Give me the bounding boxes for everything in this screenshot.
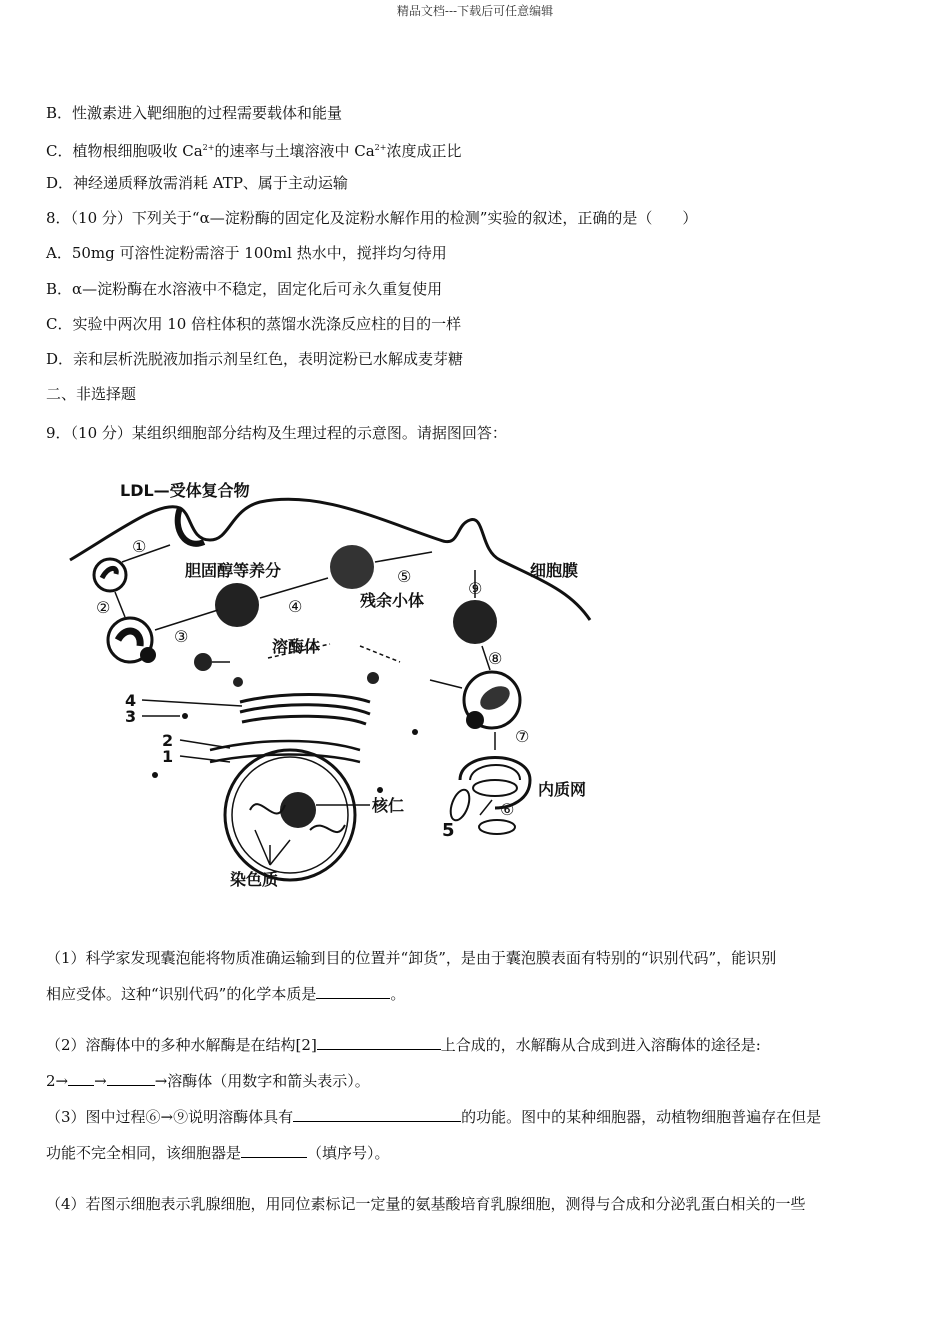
lysosome-mid-left <box>233 677 243 687</box>
cell-membrane-curve <box>70 499 590 620</box>
label-step-9: ⑨ <box>468 579 483 598</box>
er-cup-inner <box>470 765 520 780</box>
arrow-2 <box>115 592 125 617</box>
label-step-7: ⑦ <box>515 727 530 746</box>
page-header: 精品文档---下载后可任意编辑 <box>396 4 554 18</box>
label-step-2: ② <box>96 598 111 617</box>
label-step-5: ⑤ <box>397 567 412 586</box>
label-struct-1: 1 <box>162 747 174 766</box>
q9-p2-text-1: （2）溶酶体中的多种水解酶是在结构[2] <box>46 1036 317 1054</box>
label-step-1: ① <box>132 537 147 556</box>
label-step-4: ④ <box>288 597 303 616</box>
q9-part-2 <box>46 1027 902 1099</box>
label-nucleolus: 核仁 <box>372 796 405 815</box>
label-membrane: 细胞膜 <box>530 561 579 580</box>
q9-part-4: （4）若图示细胞表示乳腺细胞，用同位素标记一定量的氨基酸培育乳腺细胞，测得与合成和分泌乳蛋白相关的一些 <box>46 1195 806 1213</box>
q9-p2-path-start: 2→ <box>46 1072 69 1090</box>
q7-c-sup-1: 2+ <box>202 143 215 152</box>
digested-body <box>215 583 259 627</box>
nucleolus <box>280 792 316 828</box>
q9-p2-path-end: →溶酶体（用数字和箭头表示）。 <box>154 1072 370 1090</box>
q9-p2-arrow: → <box>94 1072 107 1090</box>
pointer-chromatin <box>255 830 290 865</box>
lysosome-mid-right <box>367 672 379 684</box>
q7-c-sup-2: 2+ <box>374 143 387 152</box>
label-ldl: LDL—受体复合物 <box>120 481 250 500</box>
label-struct-2: 2 <box>162 731 174 750</box>
golgi-2 <box>240 705 370 714</box>
q7-option-d: D．神经递质释放需消耗 ATP、属于主动运输 <box>46 174 348 192</box>
arrow-lysosome-in <box>430 680 462 688</box>
ribosome-2 <box>412 729 418 735</box>
chromatin-strand-2 <box>310 825 345 832</box>
answer-blank-4[interactable] <box>107 1069 155 1086</box>
label-lysosome: 溶酶体 <box>272 637 321 656</box>
fusing-lysosome-right <box>466 711 484 729</box>
mitochondrion-inside <box>473 780 517 796</box>
q7-option-c <box>46 138 461 161</box>
q7-c-text-2: 的速率与土壤溶液中 Ca <box>214 142 375 160</box>
pointer-2 <box>180 740 230 748</box>
label-step-8: ⑧ <box>488 649 503 668</box>
label-struct-3: 3 <box>125 707 137 726</box>
arrow-6 <box>480 800 492 815</box>
q9-p1-line2: 相应受体。这种“识别代码”的化学本质是 <box>46 985 317 1003</box>
rough-er-1 <box>210 741 360 750</box>
arrow-4 <box>260 578 328 598</box>
lysosome-pointer-right <box>360 646 400 662</box>
mitochondrion-6 <box>479 820 515 834</box>
residual-body-right <box>453 600 497 644</box>
section-title: 二、非选择题 <box>46 385 137 403</box>
q9-p3-text-3: 功能不完全相同，该细胞器是 <box>46 1144 242 1162</box>
q9-p3-text-2: 的功能。图中的某种细胞器，动植物细胞普遍存在但是 <box>461 1108 822 1126</box>
ribosome-3 <box>377 787 383 793</box>
ribosome-4 <box>182 713 188 719</box>
answer-blank-2[interactable] <box>317 1033 441 1050</box>
mitochondrion-5 <box>447 787 473 823</box>
q8-option-b: B．α—淀粉酶在水溶液中不稳定，固定化后可永久重复使用 <box>46 280 443 298</box>
q7-c-text-3: 浓度成正比 <box>386 142 462 160</box>
golgi-3 <box>242 716 366 724</box>
endocytic-vesicle <box>94 559 126 591</box>
label-step-6: ⑥ <box>500 800 515 819</box>
residual-body-top <box>330 545 374 589</box>
answer-blank-5[interactable] <box>293 1105 461 1122</box>
q9-p2-text-2: 上合成的，水解酶从合成到进入溶酶体的途径是: <box>440 1036 761 1054</box>
q9-p3-text-4: （填序号）。 <box>307 1144 390 1162</box>
label-residual-body: 残余小体 <box>360 591 425 610</box>
q9-p1-line1: （1）科学家发现囊泡能将物质准确运输到目的位置并“卸货”，是由于囊泡膜表面有特别的“识别代码”，能识别 <box>46 949 777 967</box>
lysosome-left <box>194 653 212 671</box>
q9-p1-end: 。 <box>390 985 406 1003</box>
cell-diagram <box>60 470 640 900</box>
ribosome-1 <box>152 772 158 778</box>
label-struct-4: 4 <box>125 691 137 710</box>
label-er: 内质网 <box>538 780 587 799</box>
label-struct-5: 5 <box>442 820 455 841</box>
rough-er-2 <box>210 755 360 763</box>
chromatin-strand-1 <box>250 804 285 813</box>
golgi-1 <box>240 695 370 703</box>
answer-blank-6[interactable] <box>241 1141 307 1158</box>
answer-blank-1[interactable] <box>316 982 390 999</box>
q8-stem: 8．（10 分）下列关于“α—淀粉酶的固定化及淀粉水解作用的检测”实验的叙述，正确的是（ ） <box>46 209 698 227</box>
q7-c-text-1: C．植物根细胞吸收 Ca <box>46 142 203 160</box>
q9-part-3 <box>46 1099 902 1171</box>
q8-option-c: C．实验中两次用 10 倍柱体积的蒸馏水洗涤反应柱的目的一样 <box>46 315 462 333</box>
label-step-3: ③ <box>174 627 189 646</box>
q9-stem: 9．（10 分）某组织细胞部分结构及生理过程的示意图。请据图回答： <box>46 424 507 442</box>
fusing-lysosome-left <box>140 647 156 663</box>
q8-option-d: D．亲和层析洗脱液加指示剂呈红色，表明淀粉已水解成麦芽糖 <box>46 350 464 368</box>
pointer-4 <box>142 700 242 706</box>
answer-blank-3[interactable] <box>68 1069 94 1086</box>
q8-option-a: A．50mg 可溶性淀粉需溶于 100ml 热水中，搅拌均匀待用 <box>46 244 447 262</box>
q9-p3-text-1: （3）图中过程⑥→⑨说明溶酶体具有 <box>46 1108 294 1126</box>
label-cholesterol: 胆固醇等养分 <box>185 561 282 580</box>
q9-part-1 <box>46 940 902 1012</box>
label-chromatin: 染色质 <box>230 870 279 889</box>
arrow-5 <box>375 552 432 562</box>
q7-option-b: B．性激素进入靶细胞的过程需要载体和能量 <box>46 104 343 122</box>
